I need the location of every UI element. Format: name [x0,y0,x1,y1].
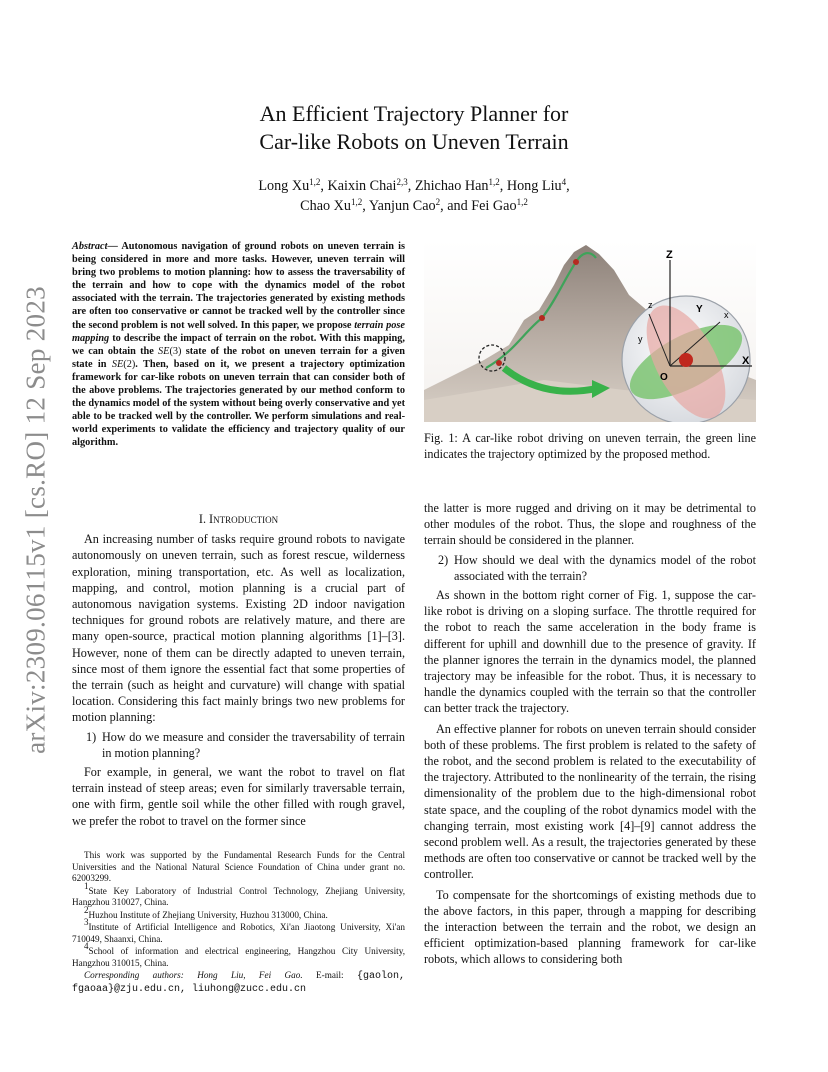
author-list [0,176,828,216]
axis-label-zb: z [648,300,653,310]
corresponding-emails: {gaolon, fgaoaa}@zju.edu.cn, liuhong@zucc.edu.cn [72,971,405,995]
paper-title: An Efficient Trajectory Planner for Car-like Robots on Uneven Terrain [259,101,569,154]
paragraph: To compensate for the shortcomings of existing methods due to the above factors, in this paper, through a mapping for describing the interaction between the terrain and the robot, we design an efficient optimization-based planning framework for car-like robots, which allows to considering both [424,887,756,967]
paragraph: For example, in general, we want the robot to travel on flat terrain instead of steep areas; even for similarly traversable terrain, one with firm, gentle soil while the other filled with rough gravel, we prefer the robot to travel on the former since [72,765,405,828]
author: Yanjun Cao$^2$, and [368,197,472,214]
right-column-body [424,500,756,968]
axis-label-xb: x [724,310,729,320]
arxiv-identifier: arXiv:2309.06115v1 [cs.RO] 12 Sep 2023 [20,286,51,754]
author: Chao Xu$^{1,2}$, [300,197,369,214]
paragraph: the latter is more rugged and driving on it may be detrimental to other modules of the robot. Thus, the slope and roughness of the terrain should be considered in the planner. [424,501,756,548]
author: Fei Gao$^{1,2}$ [471,197,528,214]
axis-label-x: X [742,355,750,367]
left-column-body [72,505,405,829]
axis-label-y: Y [696,304,703,315]
origin-label: O [660,372,668,383]
footnotes: This work was supported by the Fundamental Research Funds for the Central Universities and the National Natural Science Foundation of China under grant no. 62003299. $^1$State Key Laboratory of Industrial Control Technology, Zhejiang University, Hangzhou 310027, China. $^2$Huzhou Institute of Zhejiang University, Huzhou 313000, China. $^3$Institute of Artificial Intelligence and Robotics, Xi'an Jiaotong University, Xi'an 710049, Shaanxi, China. $^4$School of information and electrical engineering, Hangzhou City University, Hangzhou 310015, China. Corresponding authors: Hong Liu, Fei Gao. E-mail: {gaolon, fgaoaa}@zju.edu.cn, liuhong@zucc.edu.cn [72,850,405,995]
paragraph: An effective planner for robots on uneven terrain should consider both of these problems. The first problem is related to the safety of the robot, and the second problem is related to the executability of the trajectory. Attributed to the nonlinearity of the terrain, the rising dimensionality of the problem due to the high-dimensional robot state space, and the coupling of the robot dynamics model with the changing terrain, most existing work [4]–[9] cannot address the second problem well. As a result, the trajectories generated by these methods are often too conservative or cannot be tracked well by the controller. [424,721,756,882]
axis-label-yb: y [638,334,643,344]
axis-label-z: Z [666,249,673,261]
terrain-figure-svg [424,240,756,422]
author: Zhichao Han$^{1,2}$, [414,177,507,194]
paragraph: An increasing number of tasks require ground robots to navigate autonomously on uneven terrain, such as forest rescue, wilderness exploration, mining transportation, etc. As well as localization, mapping, and control, motion planning is a crucial part of autonomous navigation systems. Existing 2D indoor navigation techniques for ground robots are relatively mature, and there are many open-source, practical motion planning algorithms [1]–[3]. However, none of them can be directly adapted to uneven terrain, since most of them ignore the essential fact that some properties of the terrain (such as height and curvature) will change with spatial location. Considering this fact mainly brings two new problems for motion planning: [72,532,405,725]
abstract-label: Abstract [72,241,108,252]
author: Long Xu$^{1,2}$, [258,177,328,194]
list-item: 1) How do we measure and consider the traversability of terrain in motion planning? [86,729,405,760]
author: Hong Liu$^4$, [506,177,570,194]
author: Kaixin Chai$^{2,3}$, [327,177,415,194]
figure-1-terrain-illustration [424,240,756,422]
abstract: Abstract— Autonomous navigation of ground robots on uneven terrain is being considered in more and more tasks. However, uneven terrain will bring two problems to motion planning: how to assess the traversability of the terrain and how to cope with the dynamics model of the robot associated with the terrain. The trajectories generated by existing methods are often too conservative or cannot be tracked well by the controller since the second problem is not well solved. In this paper, we propose terrain pose mapping to describe the impact of terrain on the robot. With this mapping, we can obtain the SE(3) state of the robot on uneven terrain for a given state in SE(2). Then, based on it, we present a trajectory optimization framework for car-like robots on uneven terrain that can consider both of the above problems. The trajectories generated by our method conform to the dynamics model of the system without being overly conservative and yet able to be tracked well by the controller. We perform simulations and real-world experiments to validate the efficiency and trajectory quality of our algorithm. [72,241,406,449]
paragraph: As shown in the bottom right corner of Fig. 1, suppose the car-like robot is driving on a sloping surface. The throttle required for the robot to reach the same acceleration in the body frame is different for uphill and downhill due to the presence of gravity. If the planner ignores the terrain in the dynamics model, the planned trajectory may be infeasible for the robot. Thus, it is necessary to handle the dynamics coupled with the terrain so that the controller can better track the trajectory. [424,588,756,716]
figure-caption: Fig. 1: A car-like robot driving on uneven terrain, the green line indicates the trajectory optimized by the proposed method. [424,431,756,462]
list-item: 2) How should we deal with the dynamics model of the robot associated with the terrain? [438,552,756,583]
section-heading: I. Introduction [198,512,279,526]
